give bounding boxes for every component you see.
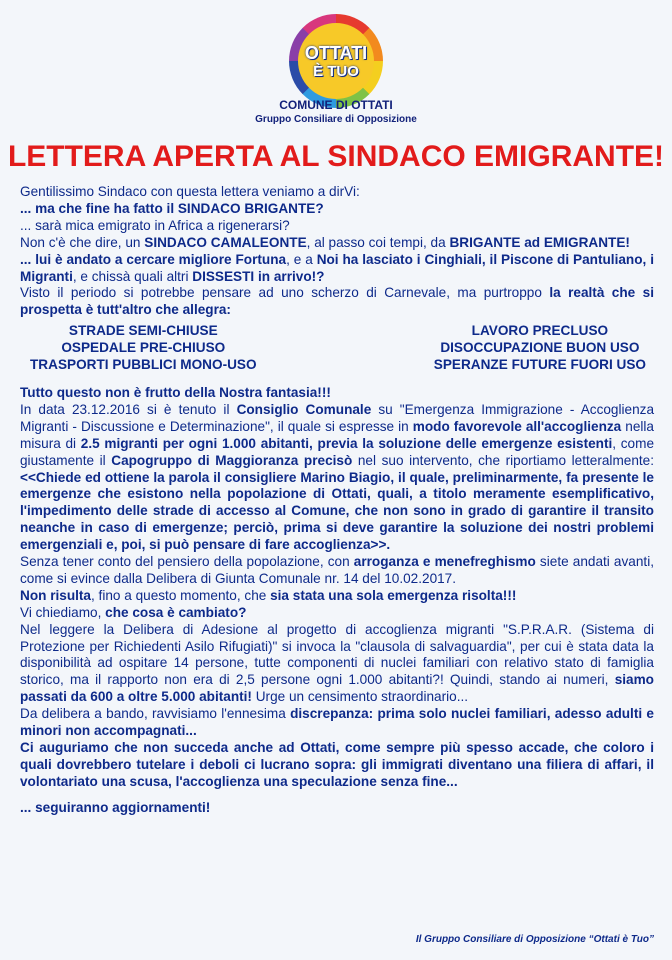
bold-span: sia stata una sola emergenza risolta!!! [270, 587, 517, 603]
group-name: Gruppo Consiliare di Opposizione [255, 114, 417, 125]
spacer [20, 376, 654, 385]
bold-span: BRIGANTE ad EMIGRANTE! [449, 234, 630, 250]
bold-span: SINDACO CAMALEONTE [144, 234, 307, 250]
logo-inner [298, 23, 374, 99]
text-span: Non c'è che dire, un [20, 234, 145, 250]
paragraph-camaleonte [20, 235, 654, 252]
bold-span: Consiglio Comunale [236, 401, 372, 417]
signature: Il Gruppo Consiliare di Opposizione “Ottati è Tuo” [415, 934, 654, 945]
letter-body [20, 184, 654, 817]
paragraph-chiediamo [20, 605, 654, 622]
paragraph-sprar [20, 622, 654, 707]
issues-right-column [434, 323, 646, 374]
quote-span: <<Chiede ed ottiene la parola il consigliere Marino Biagio, il quale, preliminarmente, fa presente le emergenze che esistono nella popolazione di Ottati, quali, a titolo meramente esemplificativo, l'impedimento delle strade di accesso al Comune, che non sono in grado di garantire il transito neanche in caso di emergenze; perciò, prima si deve garantire la soluzione dei nostri problemi emergenziali e, poi, si può pensare di fare accoglienza>>. [20, 469, 654, 553]
paragraph-fantasia [20, 385, 654, 402]
text-span: , come giustamente il [20, 435, 655, 468]
paragraph-arroganza [20, 554, 654, 588]
text-span: nella misura di [20, 418, 654, 451]
question-1-text: ... ma che fine ha fatto il SINDACO BRIGANTE? [20, 200, 324, 216]
text-span: , fino a questo momento, che [91, 587, 271, 603]
text-span: Vi chiediamo, [20, 604, 106, 620]
text-span: siete andati avanti, come si evince dalla Delibera di Giunta Comunale nr. 14 del 10.02.2017. [20, 554, 654, 586]
logo-text-bottom: È TUO [313, 62, 359, 80]
bold-span: discrepanza: prima solo nuclei familiari, adesso adulti e minori non accompagnati... [20, 706, 654, 739]
logo-text-top: OTTATI [304, 42, 368, 63]
bold-span: Ci auguriamo che non succeda anche ad Ottati, come sempre più spesso accade, che coloro i quali dovrebbero tutelare i deboli ci lucrano sopra: gli immigrati diventano una filiera di affari, il volontariato una scusa, l'accoglienza una speculazione senza fine... [20, 740, 654, 789]
issues-left-column [30, 323, 257, 374]
text-span: In data 23.12.2016 si è tenuto il [20, 401, 237, 417]
bold-span: Non risulta [20, 587, 91, 603]
logo [289, 14, 383, 108]
issue-item: TRASPORTI PUBBLICI MONO-USO [30, 357, 257, 373]
bold-span: ... lui [20, 251, 55, 267]
bold-span: Tutto questo non è frutto della Nostra fantasia!!! [20, 384, 331, 400]
text-span: , e a [286, 251, 317, 267]
text-span: nel suo intervento, che riportiamo letteralmente: [352, 452, 655, 468]
paragraph-greeting: Gentilissimo Sindaco con questa lettera veniamo a dirVi: [20, 184, 360, 199]
paragraph-carnevale [20, 285, 654, 319]
bold-span: Noi ha lasciato i Cinghiali, il Piscone di Pantuliano, i Migranti [20, 251, 654, 284]
paragraph-discrepanza [20, 706, 654, 740]
bold-span: la realtà che si prospetta è tutt'altro che allegra: [20, 285, 655, 318]
logo-ring [289, 14, 383, 108]
text-span: su "Emergenza Immigrazione - Accoglienza Migranti - Discussione e Determinazione", il quale si espresse in [20, 401, 655, 434]
issue-item: DISOCCUPAZIONE BUON USO [440, 340, 640, 356]
bold-span: ... seguiranno aggiornamenti! [20, 799, 211, 815]
paragraph-question-1 [20, 201, 654, 218]
paragraph-auguriamo [20, 740, 654, 791]
bold-span: che cosa è cambiato? [105, 604, 247, 620]
paragraph-aggiornamenti [20, 800, 654, 817]
bold-span: Capogruppo di Maggioranza precisò [111, 452, 353, 468]
bold-span: modo favorevole all'accoglienza [412, 418, 622, 434]
issue-item: STRADE SEMI-CHIUSE [68, 323, 218, 339]
paragraph-question-2: ... sarà mica emigrato in Africa a rigenerarsi? [20, 217, 290, 233]
text-span: Da delibera a bando, ravvisiamo l'ennesima [20, 706, 291, 722]
page-title: LETTERA APERTA AL SINDACO EMIGRANTE! [7, 140, 665, 173]
bold-span: 2.5 migranti per ogni 1.000 abitanti, previa la soluzione delle emergenze esistenti [80, 435, 613, 451]
bold-span: è andato a cercare migliore Fortuna [55, 251, 287, 267]
text-span: Visto il periodo si potrebbe pensare ad uno scherzo di Carnevale, ma purtroppo [20, 285, 550, 301]
spacer [20, 791, 654, 800]
issue-item: SPERANZE FUTURE FUORI USO [433, 357, 646, 373]
bold-span: DISSESTI in arrivo!? [192, 268, 325, 284]
issues-list [30, 323, 646, 374]
org-name: COMUNE DI OTTATI [279, 98, 393, 112]
paragraph-non-risulta [20, 588, 654, 605]
text-span: , al passo coi tempi, da [306, 234, 450, 250]
text-span: Nel leggere la Delibera di Adesione al progetto di accoglienza migranti "S.P.R.A.R. (Sistema di Protezione per Richiedenti Asilo Rifugiati)" si invoca la "clausola di salvaguardia", per cui è stata data la disponibilità ad ospitare 14 persone, tutte componenti di nuclei familiari con relativo stato di famiglia storico, ma il rapporto non era di 2,5 persone ogni 1.000 abitanti?! Quindi, stando ai numeri, [20, 621, 654, 688]
text-span: , e chissà quali altri [72, 268, 193, 284]
issue-item: OSPEDALE PRE-CHIUSO [61, 340, 226, 356]
bold-span: siamo passati da 600 a oltre 5.000 abitanti! [20, 672, 654, 705]
text-span: Senza tener conto del pensiero della popolazione, con [20, 554, 354, 570]
text-span: Urge un censimento straordinario... [251, 689, 469, 705]
issue-item: LAVORO PRECLUSO [471, 323, 609, 339]
paragraph-fortuna [20, 252, 654, 286]
paragraph-consiglio [20, 402, 654, 554]
bold-span: arroganza e menefreghismo [353, 554, 536, 570]
